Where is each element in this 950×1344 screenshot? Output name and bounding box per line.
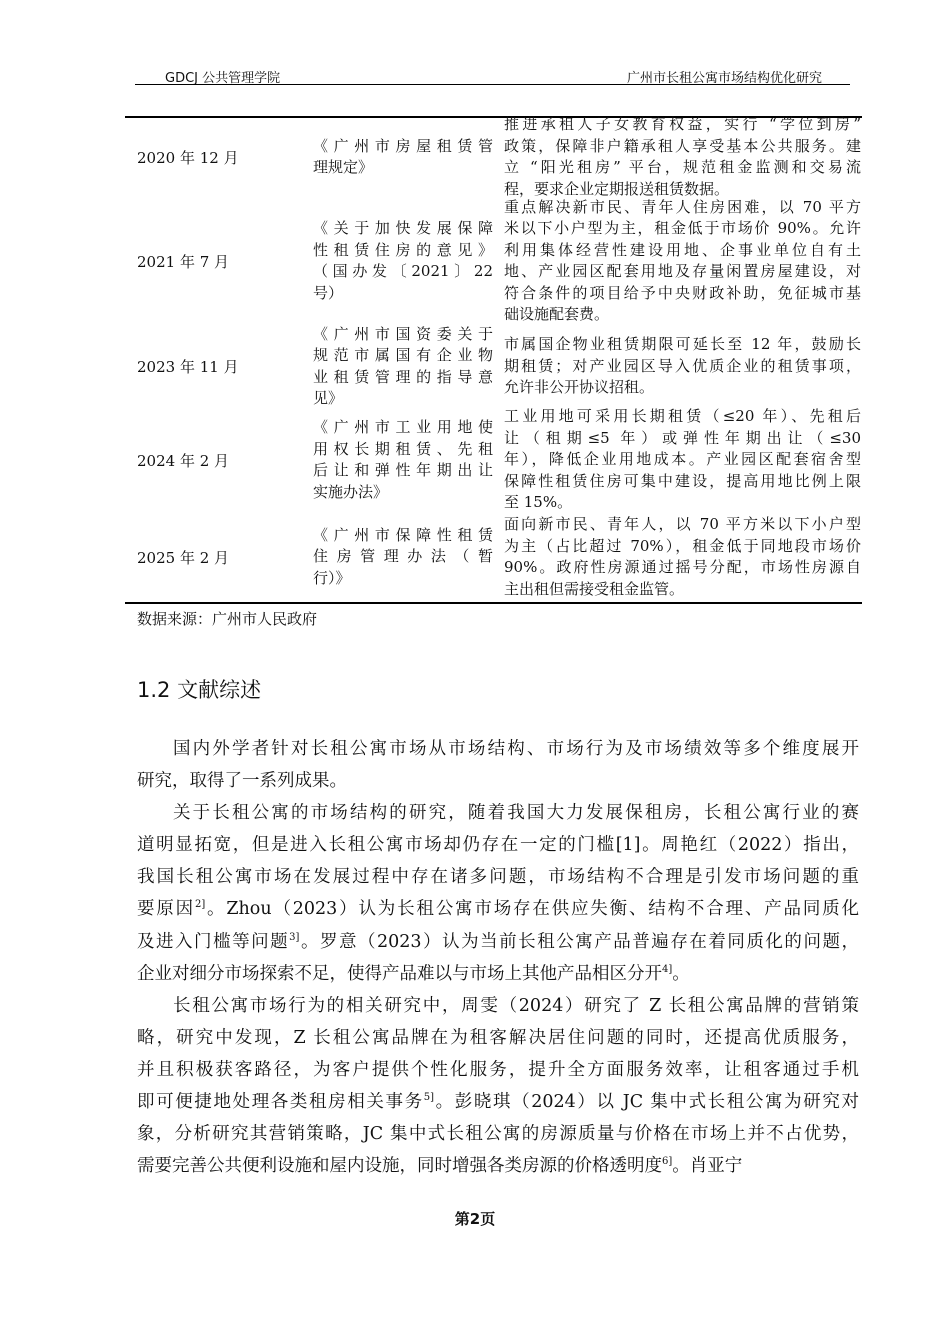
- date-cell: 2020 年 12 月: [137, 148, 239, 167]
- cell-line: 用权长期租赁、先租: [313, 439, 493, 458]
- cell-line: 期租赁；对产业园区导入优质企业的租赁事项，: [504, 356, 861, 375]
- text-line: [137, 733, 859, 765]
- table-row: [125, 325, 862, 408]
- policy-title-cell: [313, 136, 493, 179]
- text-run: 研究，取得了一系列成果。: [137, 771, 347, 792]
- text-run: 。肖亚宁: [672, 1156, 743, 1177]
- cell-line: 利用集体经营性建设用地、企事业单位自有土: [504, 240, 861, 259]
- citation: ^[5]: [423, 1092, 434, 1104]
- header-divider: [135, 84, 850, 85]
- cell-line: 业租赁管理的指导意: [313, 367, 493, 386]
- cell-line: 市属国企物业租赁期限可延长至 12 年，鼓励长: [504, 335, 861, 354]
- policy-title-cell: [313, 525, 493, 590]
- paragraph: [137, 733, 859, 797]
- cell-line: 推进承租人子女教育权益，实行 “学位到房”: [504, 115, 861, 133]
- policy-content-cell: [504, 334, 861, 399]
- cell-line: 主出租但需接受租金监管。: [504, 579, 685, 598]
- cell-line: 米以下小户型为主，租金低于市场价 90%。允许: [504, 219, 861, 237]
- policy-title-cell: [313, 417, 493, 503]
- text-run: 略，研究中发现，Z 长租公寓品牌在为租客解决居住问题的同时，还提高优质服务，: [137, 1027, 859, 1048]
- cell-line: 后让和弹性年期出让: [313, 461, 493, 479]
- header-left: GDCJ 公共管理学院: [165, 71, 281, 86]
- policy-content-cell: [504, 197, 861, 326]
- cell-line: 实施办法》: [313, 482, 389, 501]
- cell-line: 地、产业园区配套用地及存量闲置房屋建设，对: [504, 262, 861, 280]
- text-run: 象，分析研究其营销策略，JC 集中式长租公寓的房源质量与价格在市场上并不占优势，: [137, 1124, 859, 1145]
- citation: ^[4]: [662, 963, 673, 975]
- text-run: 我国长租公寓市场在发展过程中存在诸多问题，市场结构不合理是引发市场问题的重: [137, 867, 859, 888]
- cell-line: 符合条件的项目给予中央财政补助，免征城市基: [504, 283, 861, 302]
- text-line: [137, 1118, 859, 1150]
- cell-line: 《关于加快发展保障: [313, 219, 493, 237]
- text-line: [137, 1086, 859, 1118]
- cell-line: 行）》: [313, 568, 351, 587]
- text-line: [137, 829, 859, 861]
- page-number: 第2页: [454, 1210, 496, 1228]
- text-run: 即可便捷地处理各类租房相关事务: [137, 1092, 424, 1113]
- text-run: 企业对细分市场探索不足，使得产品难以与市场上其他产品相区分开: [137, 963, 662, 984]
- cell-line: 90%。政府性房源通过摇号分配，市场性房源自: [504, 558, 861, 576]
- text-run: 关于长租公寓的市场结构的研究，随着我国大力发展保租房，长租公寓行业的赛: [173, 803, 859, 824]
- table-bottom-rule: [125, 602, 862, 604]
- text-line: [137, 990, 859, 1022]
- body-text: [137, 733, 859, 1182]
- text-run: 及进入门槛等问题: [137, 931, 290, 952]
- cell-line: 政策，保障非户籍承租人享受基本公共服务。建: [504, 136, 861, 155]
- cell-line: 程，要求企业定期报送租赁数据。: [504, 179, 730, 198]
- table-row: [125, 512, 862, 602]
- text-run: 并且积极获客路径，为客户提供个性化服务，提升全方面服务效率，让租客通过手机: [137, 1059, 859, 1080]
- policy-content-cell: [504, 114, 861, 200]
- citation: ^[2]: [194, 899, 206, 911]
- date-cell: 2021 年 7 月: [137, 252, 230, 271]
- text-run: 国内外学者针对长租公寓市场从市场结构、市场行为及市场绩效等多个维度展开: [173, 739, 859, 759]
- cell-line: 重点解决新市民、青年人住房困难，以 70 平方: [504, 197, 861, 216]
- text-run: 需要完善公共便利设施和屋内设施，同时增强各类房源的价格透明度: [137, 1156, 662, 1177]
- cell-line: 性租赁住房的意见》: [313, 240, 493, 259]
- policy-title-cell: [313, 324, 493, 410]
- header-right: 广州市长租公寓市场结构优化研究: [626, 71, 822, 86]
- text-line: [137, 893, 859, 925]
- table-source-note: 数据来源：广州市人民政府: [137, 610, 318, 628]
- policy-content-cell: [504, 514, 861, 600]
- citation: ^[3]: [289, 931, 300, 943]
- cell-line: 《广州市工业用地使: [313, 418, 493, 436]
- cell-line: 规范市属国有企业物: [313, 346, 493, 364]
- table-row: [125, 199, 862, 323]
- table-row: [125, 117, 862, 197]
- text-run: 。彭晓琪（2024）以 JC 集中式长租公寓为研究对: [434, 1092, 859, 1113]
- text-run: 。Zhou（2023）认为长租公寓市场存在供应失衡、结构不合理、产品同质化: [205, 899, 859, 920]
- cell-line: 至 15%。: [504, 493, 573, 512]
- text-run: 要原因: [137, 899, 195, 920]
- cell-line: 保障性租赁住房可集中建设，提高用地比例上限: [504, 471, 861, 490]
- cell-line: 础设施配套费。: [504, 305, 610, 323]
- cell-line: 年），降低企业用地成本。产业园区配套宿舍型: [504, 450, 861, 469]
- text-run: 。: [672, 963, 690, 984]
- cell-line: 《广州市保障性租赁: [313, 525, 493, 544]
- cell-line: 为主（占比超过 70%），租金低于同地段市场价: [504, 536, 861, 555]
- cell-line: 允许非公开协议招租。: [504, 378, 655, 397]
- cell-line: 面向新市民、青年人，以 70 平方米以下小户型: [504, 515, 861, 533]
- policy-content-cell: [504, 406, 861, 514]
- section-heading: 1.2 文献综述: [137, 678, 262, 702]
- text-line: [137, 765, 859, 797]
- citation: ^[6]: [662, 1156, 673, 1168]
- cell-line: 《广州市房屋租赁管: [313, 136, 493, 155]
- cell-line: 让（租期≤5 年）或弹性年期出让（≤30: [504, 428, 861, 447]
- text-line: [137, 926, 859, 958]
- text-line: [137, 1022, 859, 1054]
- date-cell: 2025 年 2 月: [137, 548, 230, 567]
- cell-line: （国办发〔2021〕22: [313, 262, 493, 280]
- cell-line: 住房管理办法（暂: [313, 547, 493, 566]
- paragraph: [137, 797, 859, 990]
- text-line: [137, 1150, 859, 1182]
- text-run: 长租公寓市场行为的相关研究中，周雯（2024）研究了 Z 长租公寓品牌的营销策: [173, 995, 859, 1016]
- text-line: [137, 797, 859, 829]
- text-line: [137, 958, 859, 990]
- text-line: [137, 861, 859, 893]
- date-cell: 2024 年 2 月: [137, 451, 230, 470]
- text-run: 。罗意（2023）认为当前长租公寓产品普遍存在着同质化的问题，: [299, 931, 859, 952]
- text-line: [137, 1054, 859, 1086]
- table-row: [125, 407, 862, 512]
- cell-line: 理规定》: [313, 158, 374, 176]
- policy-title-cell: [313, 218, 493, 304]
- cell-line: 见》: [313, 389, 344, 407]
- cell-line: 工业用地可采用长期租赁（≤20 年）、先租后: [504, 407, 861, 426]
- cell-line: 《广州市国资委关于: [313, 324, 493, 343]
- date-cell: 2023 年 11 月: [137, 358, 239, 376]
- text-run: 道明显拓宽，但是进入长租公寓市场却仍存在一定的门槛[1]。周艳红（2022）指出，: [137, 835, 859, 856]
- cell-line: 立 “阳光租房” 平台，规范租金监测和交易流: [504, 158, 861, 176]
- cell-line: 号）: [313, 283, 344, 302]
- paragraph: [137, 990, 859, 1183]
